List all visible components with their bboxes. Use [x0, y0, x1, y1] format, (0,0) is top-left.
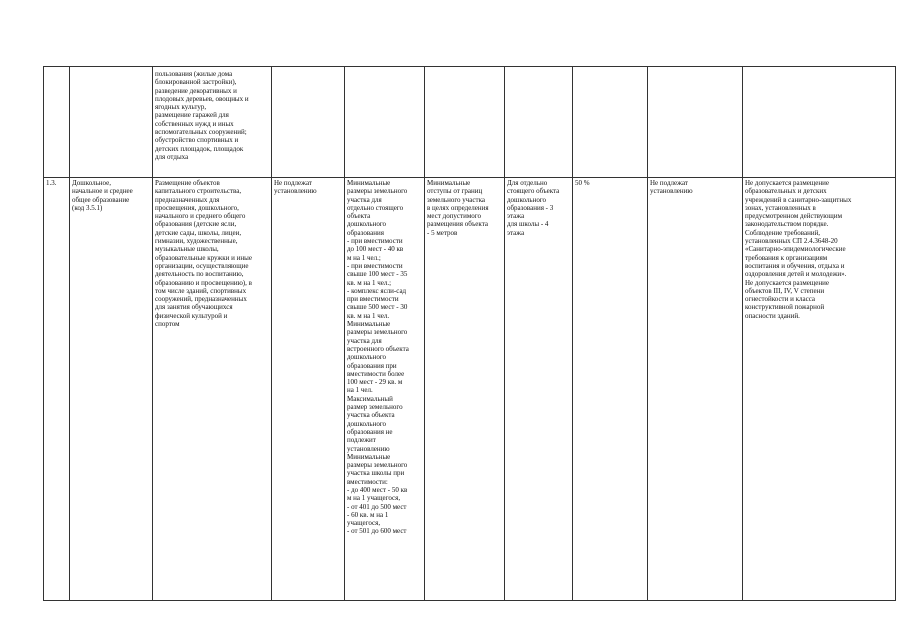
table-row	[44, 67, 896, 178]
cell-limit: Не подлежат установлению	[272, 178, 345, 601]
cell-notes	[743, 67, 896, 178]
cell-floors: Для отдельно стоящего объекта дошкольного образования - 3 этажа для школы - 4 этажа	[505, 178, 573, 601]
land-use-regulations-table	[43, 66, 896, 601]
cell-limit-2: Не подлежат установлению	[648, 178, 743, 601]
cell-number: 1.3.	[44, 178, 70, 601]
cell-limit	[272, 67, 345, 178]
cell-land-size	[345, 67, 425, 178]
cell-limit-2	[648, 67, 743, 178]
cell-number	[44, 67, 70, 178]
table-row	[44, 178, 896, 601]
cell-land-size: Минимальные размеры земельного участка для отдельно стоящего объекта дошкольного образования - при вместимости до 100 мест - 40 кв м на 1 чел.; - при вместимости свыше 100 мест - 35 кв. м на 1 чел.; - комплекс ясли-сад при вместимости свыше 500 мест - 30 кв. м на 1 чел. Минимальные размеры земельного участка для встроенного объекта дошкольного образования при вместимости более 100 мест - 29 кв. м на 1 чел. Максимальный размер земельного участка объекта дошкольного образования не подлежит установлению Минимальные размеры земельного участка школы при вместимости: - до 400 мест - 50 кв м на 1 учащегося, - от 401 до 500 мест - 60 кв. м на 1 учащегося, - от 501 до 600 мест	[345, 178, 425, 601]
cell-coverage	[573, 67, 648, 178]
cell-description: пользования (жилые дома блокированной застройки), разведение декоративных и плодовых деревьев, овощных и ягодных культур, размещение гаражей для собственных нужд и иных вспомогательных сооружений; обустройство спортивных и детских площадок, площадок для отдыха	[153, 67, 272, 178]
cell-description: Размещение объектов капитального строительства, предназначенных для просвещения, дошкольного, начального и среднего общего образования (детские ясли, детские сады, школы, лицеи, гимназии, художественные, музыкальные школы, образовательные кружки и иные организации, осуществляющие деятельность по воспитанию, образованию и просвещению), в том числе зданий, спортивных сооружений, предназначенных для занятия обучающихся физической культурой и спортом	[153, 178, 272, 601]
cell-coverage: 50 %	[573, 178, 648, 601]
cell-setbacks: Минимальные отступы от границ земельного участка в целях определения мест допустимого размещения объекта - 5 метров	[425, 178, 505, 601]
cell-name: Дошкольное, начальное и среднее общее образование (код 3.5.1)	[70, 178, 153, 601]
cell-setbacks	[425, 67, 505, 178]
cell-notes: Не допускается размещение образовательных и детских учреждений в санитарно-защитных зонах, установленных в предусмотренном действующим законодательством порядке. Соблюдение требований, установленных СП 2.4.3648-20 «Санитарно-эпидемиологические требования к организациям воспитания и обучения, отдыха и оздоровления детей и молодежи». Не допускается размещение объектов III, IV, V степени огнестойкости и класса конструктивной пожарной опасности зданий.	[743, 178, 896, 601]
cell-floors	[505, 67, 573, 178]
cell-name	[70, 67, 153, 178]
